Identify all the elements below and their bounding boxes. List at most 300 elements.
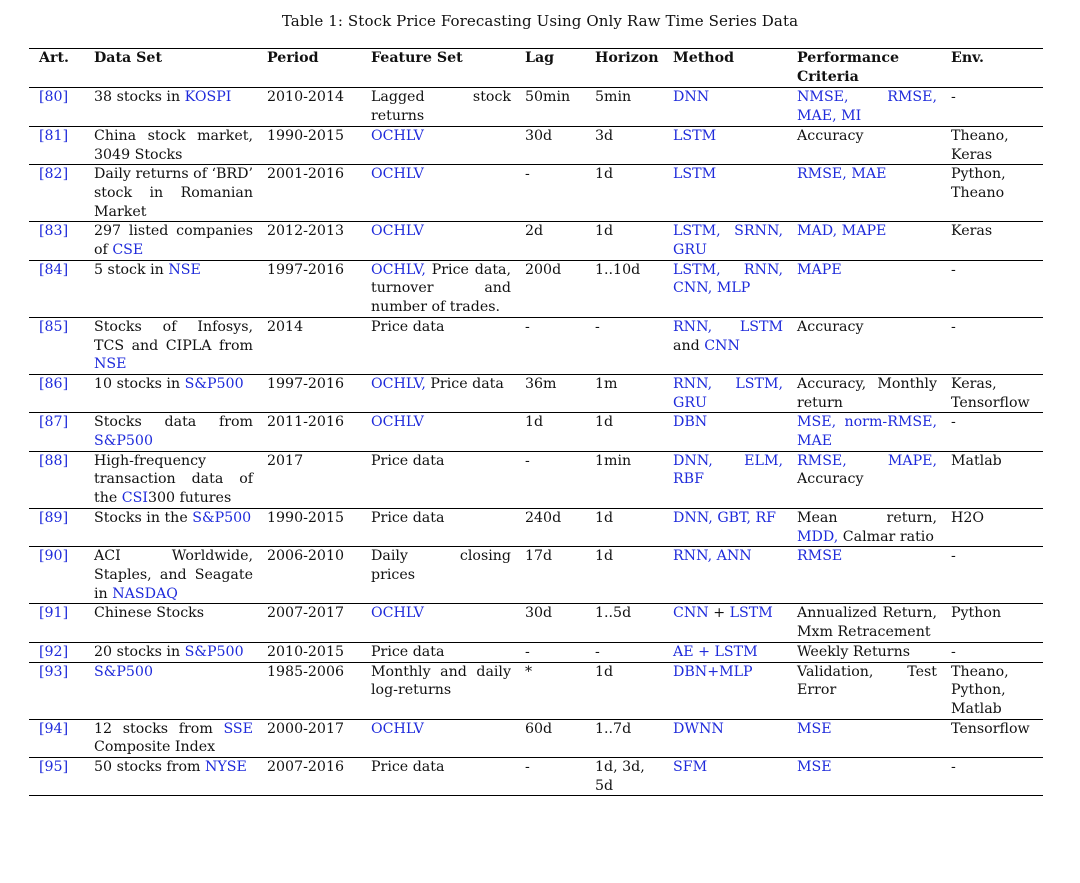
cell-features [361, 222, 515, 260]
reference-link[interactable]: [86] [39, 375, 69, 392]
reference-link[interactable]: CSE [112, 242, 144, 259]
cell-method [663, 165, 787, 222]
cell-text: 1d [595, 414, 614, 431]
reference-link[interactable]: OCHLV, [371, 375, 426, 392]
cell-text: Validation, Test Error [797, 663, 937, 699]
cell-features [361, 260, 515, 317]
table-row [29, 642, 1043, 662]
cell-lag [515, 413, 589, 451]
header-feature-set: Feature Set [361, 49, 515, 88]
cell-text: 300 futures [147, 490, 232, 507]
cell-period [257, 662, 361, 719]
cell-dataset [84, 260, 257, 317]
cell-method [663, 508, 787, 546]
cell-method [663, 126, 787, 164]
cell-horizon [589, 662, 663, 719]
cell-text: Accuracy [797, 318, 864, 335]
cell-horizon [589, 451, 663, 508]
cell-features [361, 719, 515, 757]
reference-link[interactable]: LSTM, [673, 261, 721, 278]
cell-dataset [84, 126, 257, 164]
cell-env [941, 413, 1043, 451]
cell-dataset [84, 642, 257, 662]
reference-link[interactable]: SFM [673, 759, 708, 776]
cell-text: Price data [430, 375, 504, 392]
cell-text: 5min [595, 89, 632, 106]
cell-text: China stock market, 3049 Stocks [94, 127, 253, 163]
cell-features [361, 374, 515, 412]
reference-link[interactable]: DBN [673, 414, 708, 431]
reference-link[interactable]: MAPE [797, 261, 842, 278]
reference-link[interactable]: ANN [716, 548, 752, 565]
cell-text: 2d [525, 223, 544, 240]
cell-text: - [525, 318, 530, 335]
cell-horizon [589, 222, 663, 260]
reference-link[interactable]: [92] [39, 643, 69, 660]
cell-period [257, 413, 361, 451]
reference-link[interactable]: MAE [851, 166, 887, 183]
cell-text: - [595, 643, 600, 660]
cell-dataset [84, 547, 257, 604]
reference-link[interactable]: [80] [39, 89, 69, 106]
cell-art [29, 719, 84, 757]
reference-link[interactable]: [89] [39, 509, 69, 526]
cell-features [361, 165, 515, 222]
reference-link[interactable]: OCHLV [371, 166, 424, 183]
cell-horizon [589, 126, 663, 164]
cell-text: 2000-2017 [267, 720, 345, 737]
cell-text: 1d [595, 509, 614, 526]
cell-text: 50min [525, 89, 571, 106]
cell-text: Composite Index [94, 739, 216, 756]
cell-horizon [589, 642, 663, 662]
reference-link[interactable]: MAE [797, 433, 833, 450]
table-row [29, 165, 1043, 222]
cell-horizon [589, 413, 663, 451]
cell-horizon [589, 317, 663, 374]
cell-dataset [84, 317, 257, 374]
header-method: Method [663, 49, 787, 88]
cell-horizon [589, 547, 663, 604]
cell-period [257, 374, 361, 412]
cell-text: Tensorflow [951, 720, 1030, 737]
reference-link[interactable]: OCHLV [371, 223, 424, 240]
reference-link[interactable]: RMSE, [887, 89, 937, 106]
reference-link[interactable]: RBF [673, 471, 704, 488]
cell-period [257, 604, 361, 642]
reference-link[interactable]: DWNN [673, 720, 724, 737]
table-row [29, 719, 1043, 757]
cell-period [257, 260, 361, 317]
cell-text: Chinese Stocks [94, 605, 205, 622]
cell-dataset [84, 374, 257, 412]
header-row [29, 49, 1043, 88]
cell-lag [515, 374, 589, 412]
table-row [29, 88, 1043, 126]
table-row [29, 260, 1043, 317]
cell-text: 1..5d [595, 605, 632, 622]
cell-text: 200d [525, 261, 562, 278]
cell-text: 1..7d [595, 720, 632, 737]
reference-link[interactable]: LSTM, [673, 223, 721, 240]
cell-text: 1d [595, 663, 614, 680]
cell-text: 1990-2015 [267, 509, 345, 526]
cell-text: Price data, turnover and number of trades. [371, 261, 511, 316]
reference-link[interactable]: RMSE, [797, 452, 847, 469]
reference-link[interactable]: CNN, [673, 280, 713, 297]
cell-horizon [589, 374, 663, 412]
table-body [29, 88, 1043, 796]
cell-env [941, 126, 1043, 164]
cell-text: Price data [371, 643, 445, 660]
reference-link[interactable]: [93] [39, 663, 69, 680]
cell-dataset [84, 758, 257, 796]
cell-text: Stocks of Infosys, TCS and CIPLA from [94, 318, 253, 354]
cell-text: 50 stocks from [94, 759, 201, 776]
reference-link[interactable]: OCHLV [371, 605, 424, 622]
cell-method [663, 374, 787, 412]
cell-text: 1d, 3d, 5d [595, 759, 645, 794]
cell-features [361, 126, 515, 164]
cell-period [257, 508, 361, 546]
cell-period [257, 451, 361, 508]
reference-link[interactable]: DNN [673, 89, 710, 106]
cell-env [941, 260, 1043, 317]
cell-method [663, 451, 787, 508]
cell-text: ACI Worldwide, Staples, and Seagate in [94, 548, 253, 602]
cell-art [29, 317, 84, 374]
reference-link[interactable]: AE + LSTM [673, 643, 758, 660]
cell-lag [515, 126, 589, 164]
reference-link[interactable]: [87] [39, 414, 69, 431]
cell-art [29, 758, 84, 796]
cell-criteria [787, 604, 941, 642]
reference-link[interactable]: MI [841, 108, 862, 125]
cell-text: 2001-2016 [267, 166, 345, 183]
cell-art [29, 451, 84, 508]
header-period: Period [257, 49, 361, 88]
cell-features [361, 451, 515, 508]
cell-text: 2012-2013 [267, 223, 345, 240]
header-dataset: Data Set [84, 49, 257, 88]
cell-lag [515, 508, 589, 546]
cell-features [361, 547, 515, 604]
cell-art [29, 374, 84, 412]
cell-text: - [951, 548, 956, 565]
reference-link[interactable]: LSTM, [735, 375, 783, 392]
header-art: Art. [29, 49, 84, 88]
cell-dataset [84, 604, 257, 642]
cell-criteria [787, 260, 941, 317]
cell-method [663, 222, 787, 260]
cell-criteria [787, 165, 941, 222]
cell-period [257, 642, 361, 662]
cell-text: 1d [595, 166, 614, 183]
cell-criteria [787, 451, 941, 508]
cell-text: 1d [525, 414, 544, 431]
reference-link[interactable]: ELM, [744, 452, 783, 469]
reference-link[interactable]: CNN [673, 605, 709, 622]
cell-art [29, 413, 84, 451]
reference-link[interactable]: MSE, [797, 414, 837, 431]
cell-text: 297 listed companies of [94, 223, 253, 259]
reference-link[interactable]: RMSE [797, 548, 843, 565]
cell-criteria [787, 547, 941, 604]
cell-period [257, 758, 361, 796]
cell-method [663, 88, 787, 126]
cell-art [29, 547, 84, 604]
reference-link[interactable]: LSTM [729, 605, 773, 622]
cell-dataset [84, 88, 257, 126]
cell-env [941, 642, 1043, 662]
forecasting-table [29, 48, 1043, 796]
cell-text: 2011-2016 [267, 414, 345, 431]
cell-text: 3d [595, 127, 614, 144]
reference-link[interactable]: OCHLV [371, 127, 424, 144]
reference-link[interactable]: MAD, [797, 223, 838, 240]
cell-criteria [787, 88, 941, 126]
table-row [29, 508, 1043, 546]
cell-text: Accuracy [797, 471, 864, 488]
cell-text: - [525, 166, 530, 183]
table-row [29, 662, 1043, 719]
header-horizon: Horizon [589, 49, 663, 88]
reference-link[interactable]: RNN, [673, 318, 713, 335]
reference-link[interactable]: KOSPI [184, 89, 232, 106]
reference-link[interactable]: GRU [673, 242, 707, 259]
cell-env [941, 508, 1043, 546]
cell-period [257, 547, 361, 604]
cell-env [941, 222, 1043, 260]
reference-link[interactable]: RF [755, 509, 777, 526]
table-row [29, 604, 1043, 642]
table-row [29, 413, 1043, 451]
table-row [29, 222, 1043, 260]
cell-features [361, 88, 515, 126]
reference-link[interactable]: OCHLV [371, 414, 424, 431]
cell-text: Price data [371, 452, 445, 469]
reference-link[interactable]: MSE [797, 720, 832, 737]
reference-link[interactable]: [82] [39, 166, 69, 183]
cell-art [29, 662, 84, 719]
cell-text: 5 stock in [94, 261, 164, 278]
reference-link[interactable]: CSI [121, 490, 148, 507]
cell-lag [515, 642, 589, 662]
reference-link[interactable]: MDD, [797, 528, 839, 545]
cell-env [941, 547, 1043, 604]
reference-link[interactable]: RNN, [673, 375, 713, 392]
cell-art [29, 604, 84, 642]
cell-method [663, 317, 787, 374]
cell-env [941, 317, 1043, 374]
reference-link[interactable]: MLP [716, 280, 751, 297]
reference-link[interactable]: S&P500 [94, 433, 153, 450]
cell-env [941, 758, 1043, 796]
cell-text: 1d [595, 223, 614, 240]
cell-text: - [951, 643, 956, 660]
cell-lag [515, 165, 589, 222]
cell-text: 20 stocks in [94, 643, 181, 660]
cell-text: 1..10d [595, 261, 641, 278]
reference-link[interactable]: CNN [704, 337, 740, 354]
reference-link[interactable]: SRNN, [734, 223, 783, 240]
reference-link[interactable]: NMSE, [797, 89, 849, 106]
cell-text: 2007-2016 [267, 759, 345, 776]
cell-lag [515, 719, 589, 757]
cell-text: Accuracy, Monthly return [797, 375, 937, 411]
cell-period [257, 719, 361, 757]
cell-features [361, 508, 515, 546]
reference-link[interactable]: [81] [39, 127, 69, 144]
reference-link[interactable]: LSTM [673, 166, 717, 183]
cell-lag [515, 222, 589, 260]
reference-link[interactable]: [95] [39, 759, 69, 776]
reference-link[interactable]: [90] [39, 548, 69, 565]
reference-link[interactable]: RNN, [673, 548, 713, 565]
cell-text: 30d [525, 605, 553, 622]
cell-text: Matlab [951, 452, 1002, 469]
table-row [29, 758, 1043, 796]
cell-lag [515, 758, 589, 796]
cell-text: Calmar ratio [842, 528, 934, 545]
reference-link[interactable]: RMSE, [797, 166, 847, 183]
cell-period [257, 165, 361, 222]
table-row [29, 547, 1043, 604]
cell-text: 2017 [267, 452, 304, 469]
reference-link[interactable]: LSTM [739, 318, 783, 335]
cell-features [361, 413, 515, 451]
cell-horizon [589, 165, 663, 222]
reference-link[interactable]: OCHLV [371, 720, 424, 737]
cell-text: Keras [951, 223, 993, 240]
cell-horizon [589, 260, 663, 317]
cell-lag [515, 317, 589, 374]
cell-env [941, 88, 1043, 126]
cell-horizon [589, 604, 663, 642]
reference-link[interactable]: GRU [673, 394, 707, 411]
reference-link[interactable]: SSE [223, 720, 253, 737]
cell-text: Mean return, [797, 509, 937, 526]
cell-art [29, 88, 84, 126]
reference-link[interactable]: [84] [39, 261, 69, 278]
reference-link[interactable]: norm-RMSE, [844, 414, 937, 431]
cell-text: 1d [595, 548, 614, 565]
reference-link[interactable]: MAPE, [887, 452, 937, 469]
cell-text: 12 stocks from [94, 720, 213, 737]
reference-link[interactable]: [83] [39, 223, 69, 240]
table-row [29, 317, 1043, 374]
cell-text: Monthly and daily log-returns [371, 663, 511, 699]
cell-env [941, 604, 1043, 642]
cell-text: Daily returns of ‘BRD’ stock in Romanian Market [94, 166, 253, 220]
reference-link[interactable]: DNN, [673, 452, 713, 469]
cell-env [941, 719, 1043, 757]
cell-dataset [84, 413, 257, 451]
reference-link[interactable]: MAE, [797, 108, 837, 125]
cell-text: 2014 [267, 318, 304, 335]
cell-text: Stocks data from [94, 414, 253, 431]
cell-features [361, 317, 515, 374]
cell-art [29, 126, 84, 164]
cell-text: Daily closing prices [371, 548, 511, 583]
reference-link[interactable]: GBT, [717, 509, 751, 526]
header-performance-criteria: Performance Criteria [787, 49, 941, 88]
table-row [29, 451, 1043, 508]
cell-art [29, 642, 84, 662]
cell-lag [515, 260, 589, 317]
cell-dataset [84, 508, 257, 546]
cell-lag [515, 662, 589, 719]
cell-env [941, 165, 1043, 222]
cell-env [941, 662, 1043, 719]
reference-link[interactable]: LSTM [673, 127, 717, 144]
cell-text: Python [951, 605, 1002, 622]
cell-text: High-frequency transaction data of the [94, 452, 253, 507]
cell-text: - [525, 643, 530, 660]
cell-features [361, 604, 515, 642]
reference-link[interactable]: S&P500 [192, 509, 252, 526]
reference-link[interactable]: S&P500 [184, 375, 244, 392]
cell-horizon [589, 719, 663, 757]
reference-link[interactable]: NSE [94, 356, 127, 373]
cell-dataset [84, 719, 257, 757]
reference-link[interactable]: NSE [168, 261, 201, 278]
cell-lag [515, 604, 589, 642]
reference-link[interactable]: RNN, [743, 261, 783, 278]
cell-text: - [525, 452, 530, 469]
reference-link[interactable]: DBN+MLP [673, 663, 753, 680]
cell-dataset [84, 451, 257, 508]
cell-text: 17d [525, 548, 553, 565]
cell-method [663, 604, 787, 642]
cell-horizon [589, 758, 663, 796]
cell-criteria [787, 758, 941, 796]
cell-text: 1997-2016 [267, 261, 345, 278]
cell-method [663, 547, 787, 604]
cell-criteria [787, 719, 941, 757]
cell-text: 1m [595, 375, 618, 392]
cell-text: Price data [371, 318, 445, 335]
reference-link[interactable]: MSE [797, 759, 832, 776]
cell-method [663, 413, 787, 451]
table-caption: Table 1: Stock Price Forecasting Using Only Raw Time Series Data [281, 12, 799, 30]
reference-link[interactable]: [85] [39, 318, 69, 335]
cell-lag [515, 451, 589, 508]
reference-link[interactable]: DNN, [673, 509, 713, 526]
reference-link[interactable]: OCHLV, [371, 261, 426, 278]
reference-link[interactable]: S&P500 [184, 643, 244, 660]
table-row [29, 126, 1043, 164]
reference-link[interactable]: [88] [39, 452, 69, 469]
cell-text: 240d [525, 509, 562, 526]
cell-period [257, 88, 361, 126]
cell-text: 2007-2017 [267, 605, 345, 622]
cell-period [257, 317, 361, 374]
reference-link[interactable]: NASDAQ [112, 585, 178, 602]
reference-link[interactable]: S&P500 [94, 663, 153, 680]
reference-link[interactable]: MAPE [841, 223, 887, 240]
cell-text: * [525, 663, 533, 680]
reference-link[interactable]: [94] [39, 720, 69, 737]
cell-text: Price data [371, 509, 445, 526]
reference-link[interactable]: NYSE [204, 759, 247, 776]
reference-link[interactable]: [91] [39, 605, 69, 622]
cell-method [663, 662, 787, 719]
cell-features [361, 758, 515, 796]
cell-text: 2010-2014 [267, 89, 345, 106]
cell-lag [515, 88, 589, 126]
cell-text: - [525, 759, 530, 776]
